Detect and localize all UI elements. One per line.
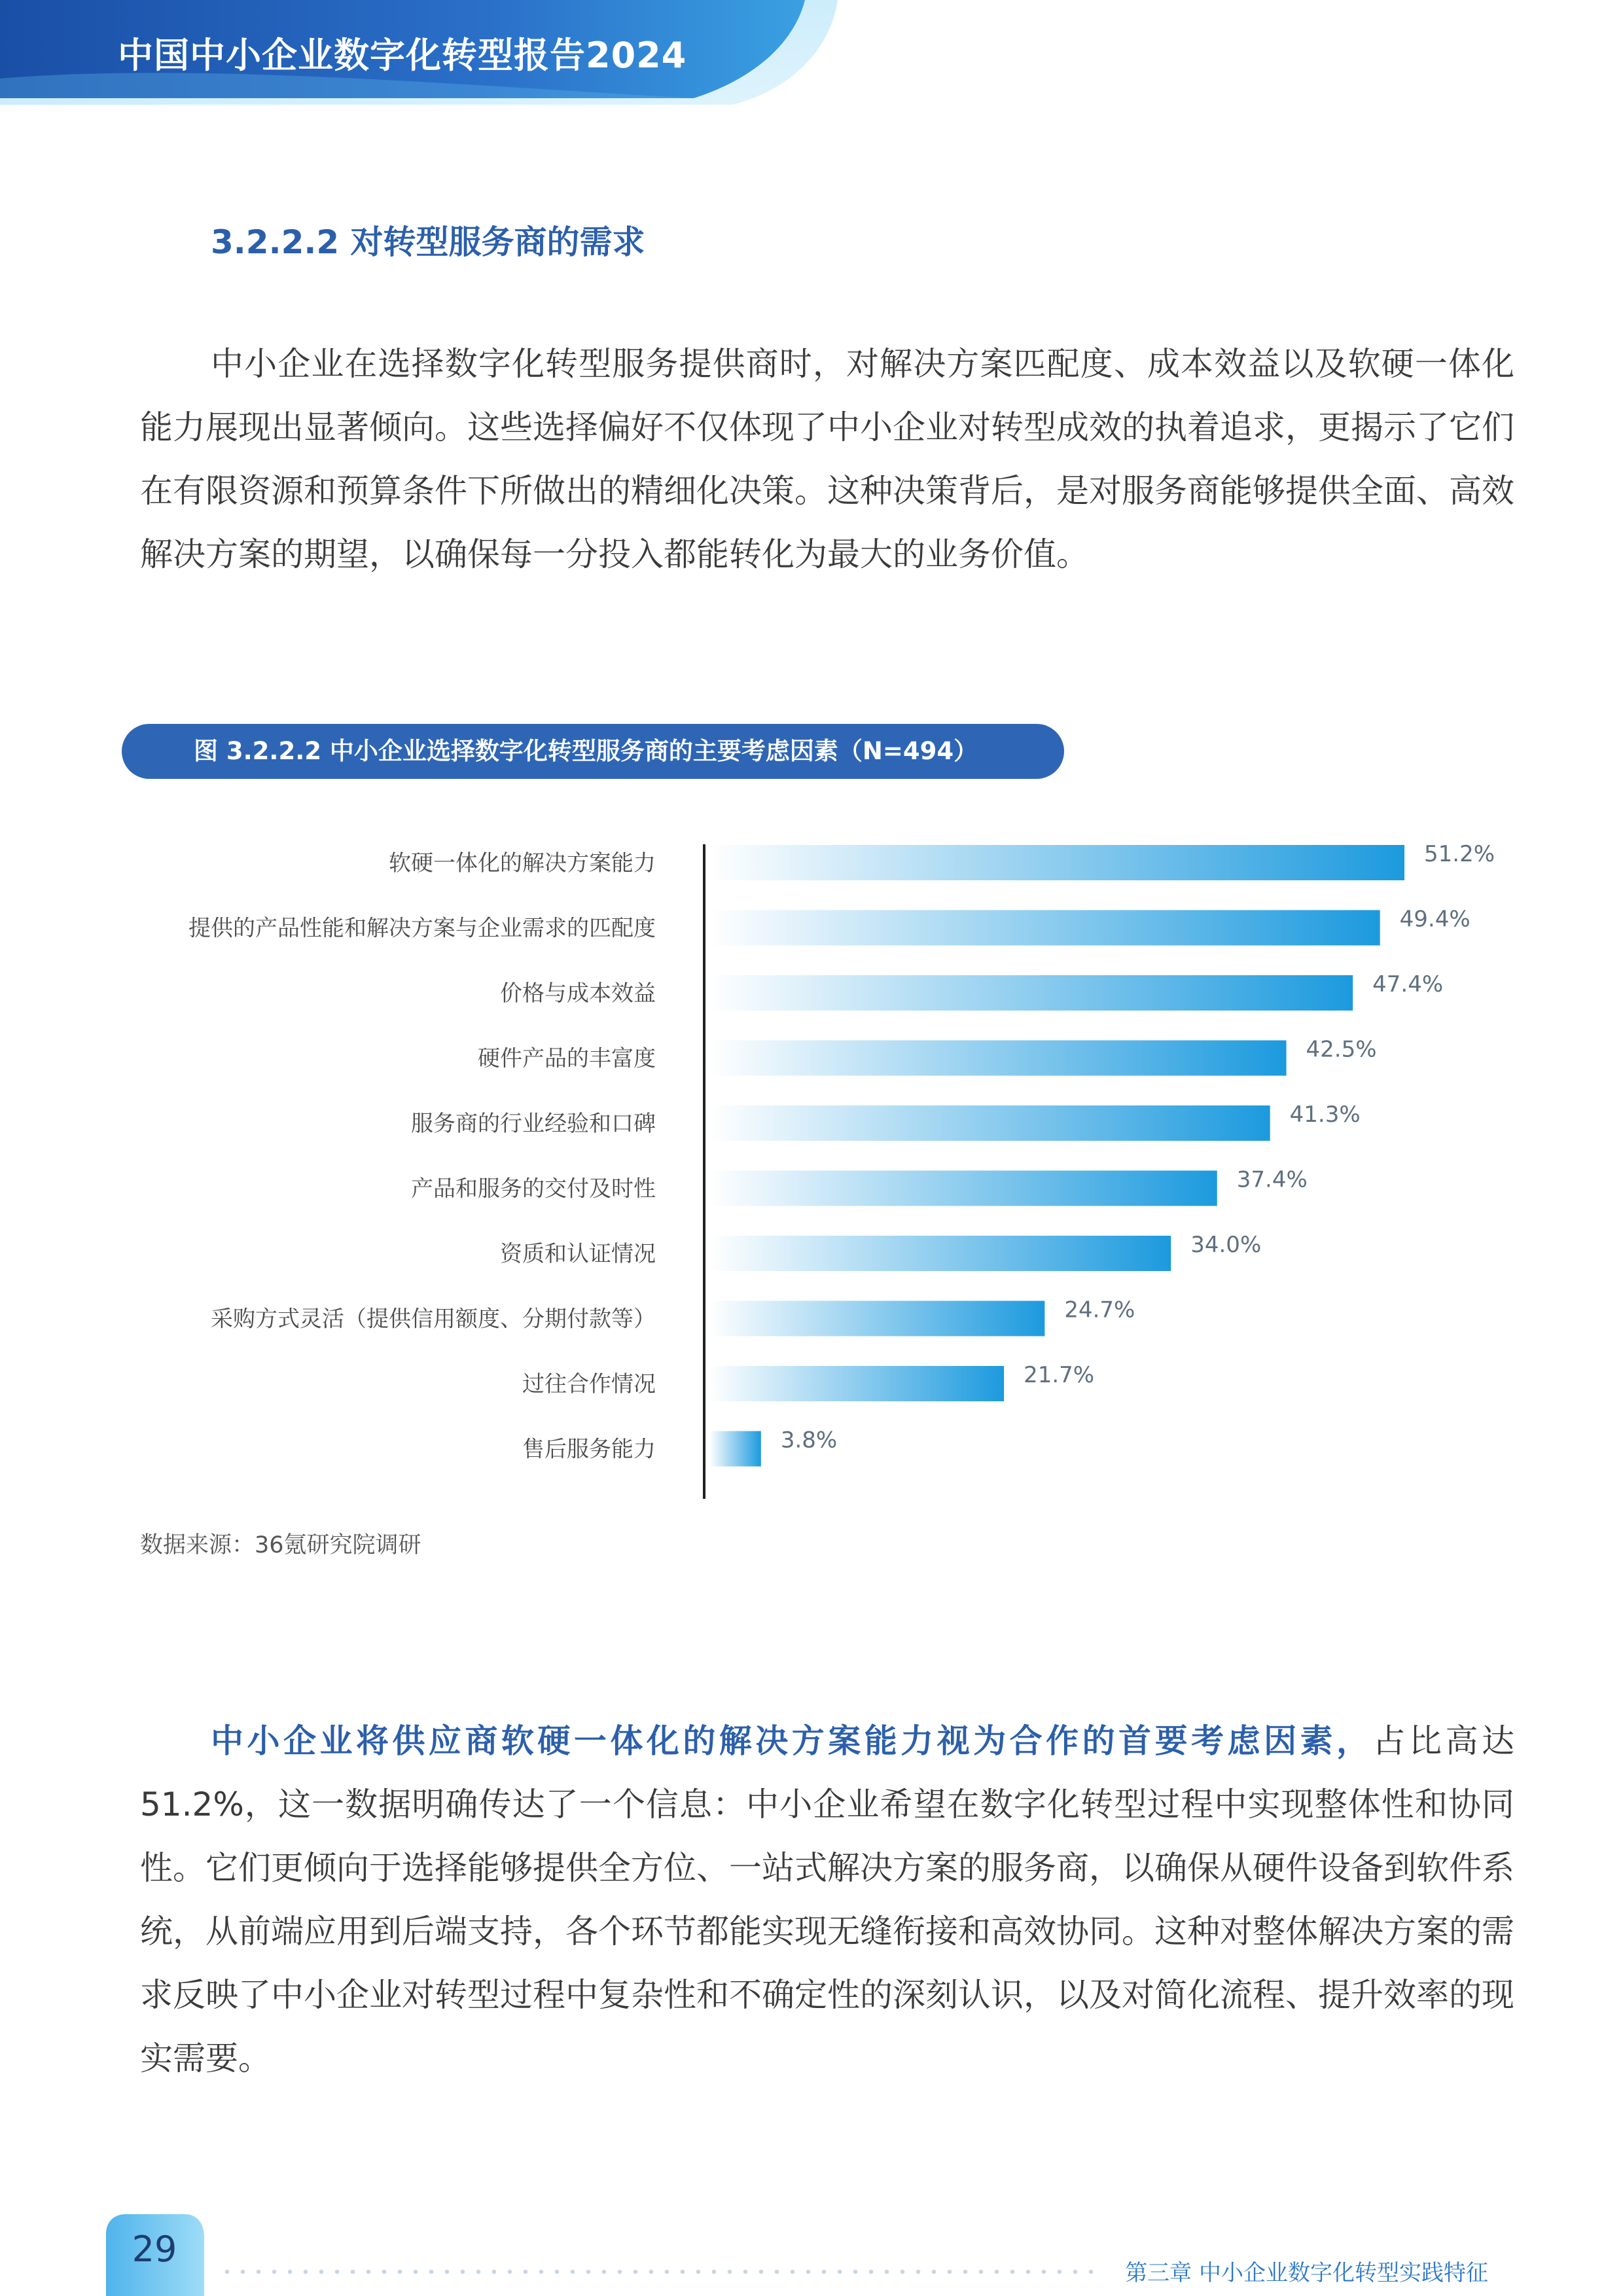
value-label: 51.2% bbox=[1424, 841, 1495, 867]
bar bbox=[709, 845, 1404, 880]
key-finding: 中小企业将供应商软硬一体化的解决方案能力视为合作的首要考虑因素， bbox=[211, 1722, 1373, 1760]
bar bbox=[709, 975, 1353, 1011]
bar bbox=[709, 1105, 1270, 1141]
value-label: 41.3% bbox=[1289, 1102, 1361, 1128]
value-label: 47.4% bbox=[1372, 971, 1444, 997]
value-label: 49.4% bbox=[1399, 906, 1471, 933]
category-label: 资质和认证情况 bbox=[500, 1241, 656, 1267]
bar-chart bbox=[0, 825, 1623, 1505]
intro-paragraph: 中小企业在选择数字化转型服务提供商时，对解决方案匹配度、成本效益以及软硬一体化能力展现出显著倾向。这些选择偏好不仅体现了中小企业对转型成效的执着追求，更揭示了它们在有限资源和预算条件下所做出的精细化决策。这种决策背后，是对服务商能够提供全面、高效解决方案的期望，以确保每一分投入都能转化为最大的业务价值。 bbox=[140, 345, 1514, 573]
figure-caption: 图 3.2.2.2 中小企业选择数字化转型服务商的主要考虑因素（N=494） bbox=[122, 724, 1064, 779]
category-label: 软硬一体化的解决方案能力 bbox=[389, 850, 656, 876]
analysis-text: 占比高达51.2%，这一数据明确传达了一个信息：中小企业希望在数字化转型过程中实现整体性和协同性。它们更倾向于选择能够提供全方位、一站式解决方案的服务商，以确保从硬件设备到软件系统，从前端应用到后端支持，各个环节都能实现无缝衔接和高效协同。这种对整体解决方案的需求反映了中小企业对转型过程中复杂性和不确定性的深刻认识，以及对简化流程、提升效率的现实需要。 bbox=[140, 1722, 1515, 2077]
value-label: 3.8% bbox=[780, 1427, 838, 1454]
chapter-title: 第三章 中小企业数字化转型实践特征 bbox=[1125, 2260, 1488, 2286]
category-label: 产品和服务的交付及时性 bbox=[411, 1175, 656, 1202]
category-label: 硬件产品的丰富度 bbox=[478, 1045, 656, 1072]
value-label: 37.4% bbox=[1236, 1166, 1308, 1193]
bar bbox=[709, 1366, 1004, 1401]
data-source: 数据来源：36氪研究院调研 bbox=[140, 1532, 421, 1558]
category-label: 售后服务能力 bbox=[522, 1436, 656, 1463]
footer-dotted-line bbox=[219, 2270, 1096, 2274]
value-label: 21.7% bbox=[1024, 1362, 1095, 1388]
bar bbox=[709, 1171, 1217, 1206]
category-label: 采购方式灵活（提供信用额度、分期付款等） bbox=[211, 1306, 656, 1333]
value-label: 42.5% bbox=[1306, 1036, 1377, 1063]
report-title: 中国中小企业数字化转型报告2024 bbox=[118, 35, 687, 76]
bar bbox=[709, 1236, 1171, 1271]
category-label: 服务商的行业经验和口碑 bbox=[411, 1111, 656, 1137]
bar bbox=[709, 910, 1380, 946]
analysis-paragraph bbox=[140, 1710, 1514, 2090]
bar bbox=[709, 1041, 1287, 1076]
category-label: 价格与成本效益 bbox=[500, 980, 656, 1007]
value-label: 34.0% bbox=[1190, 1232, 1262, 1258]
section-heading: 3.2.2.2 对转型服务商的需求 bbox=[211, 223, 645, 261]
category-label: 过往合作情况 bbox=[522, 1371, 656, 1397]
bar bbox=[709, 1431, 761, 1467]
bar bbox=[709, 1301, 1044, 1336]
page-number: 29 bbox=[132, 2229, 177, 2270]
header-band bbox=[0, 0, 844, 108]
category-label: 提供的产品性能和解决方案与企业需求的匹配度 bbox=[188, 915, 656, 942]
value-label: 24.7% bbox=[1064, 1297, 1135, 1323]
